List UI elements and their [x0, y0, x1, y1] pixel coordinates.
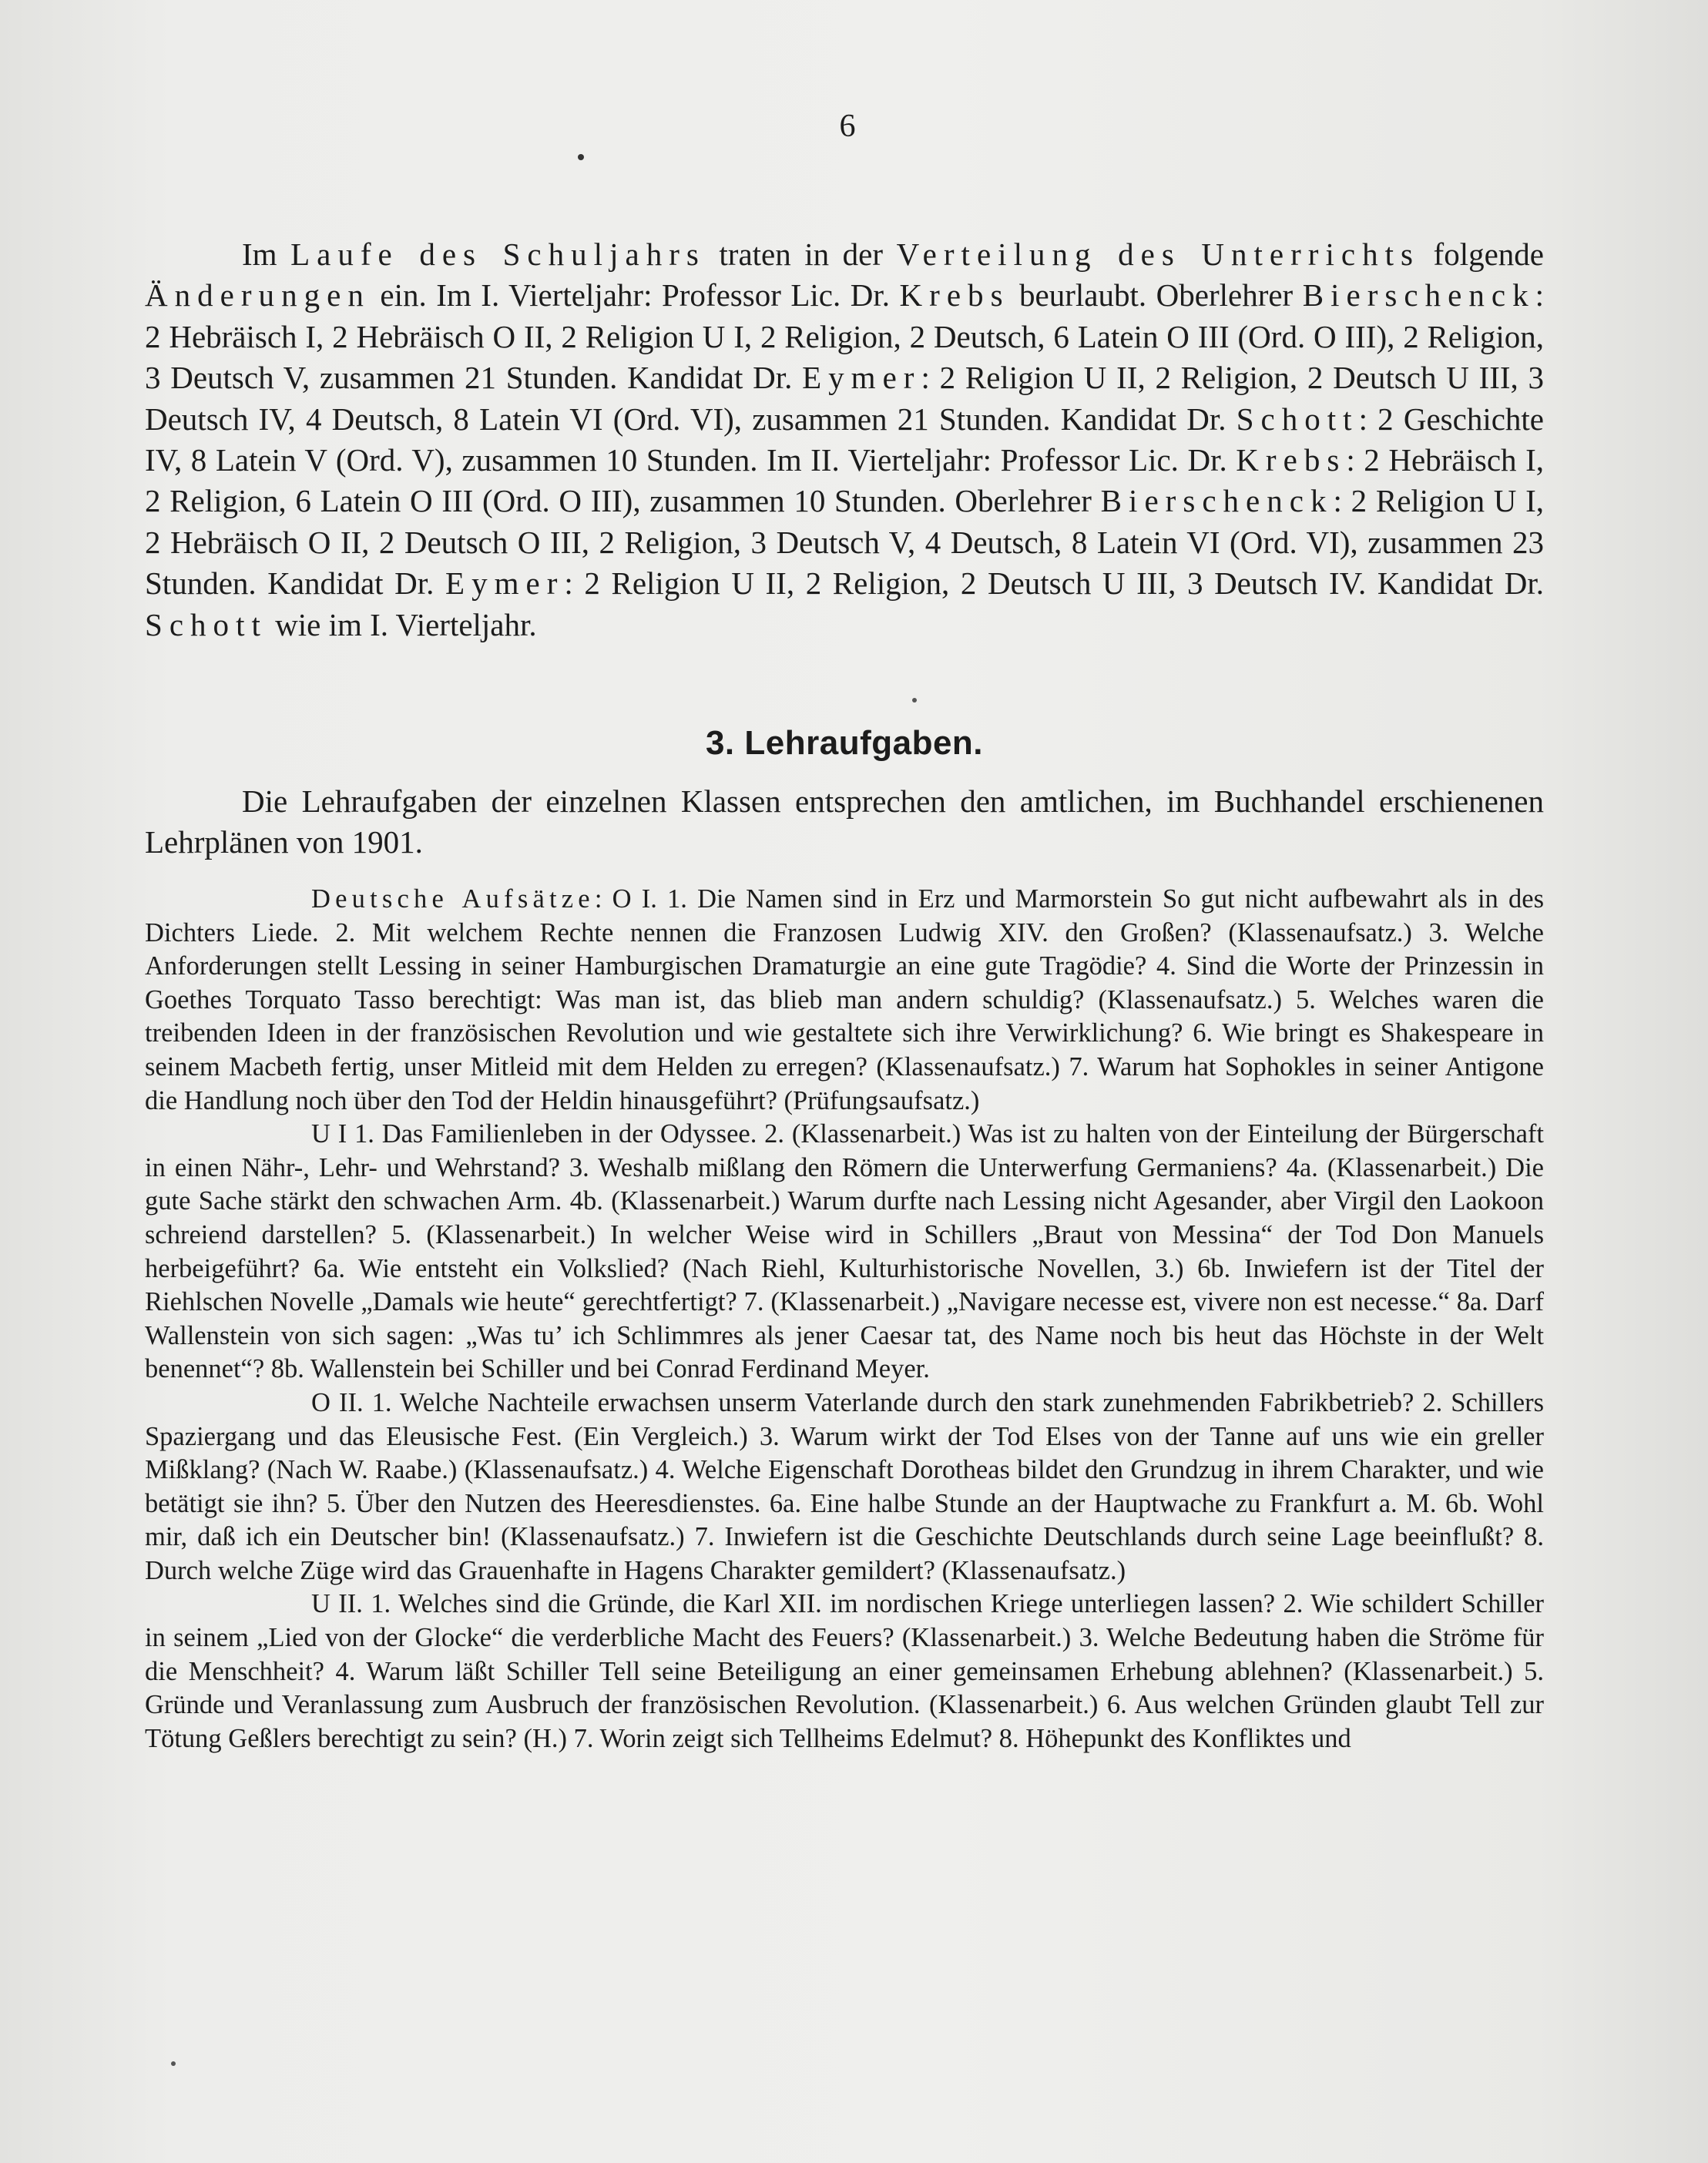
text-run: ein. Im I. Vierteljahr: Professor Lic. Dr. [370, 277, 900, 314]
person-name: Eymer [802, 360, 921, 396]
page-number: 6 [839, 109, 856, 144]
person-name: Bierschenck [1302, 277, 1535, 314]
spaced-text: Verteilung des Unterrichts [896, 236, 1421, 272]
text-run: : 2 Hebräisch I, 2 Religion, 6 Latein O III (Ord. O III), zusammen 10 Stunden. Oberlehrer [145, 442, 1544, 519]
text-run: : 2 Religion U II, 2 Religion, 2 Deutsch U III, 3 Deutsch IV, 4 Deutsch, 8 Latein VI (Ord. VI), zusammen 21 Stunden. Kandidat Dr. [145, 360, 1544, 437]
text-run: Im [242, 236, 291, 272]
person-name: Krebs [899, 277, 1010, 314]
person-name: Krebs [1236, 442, 1347, 478]
essay-label: Deutsche Aufsätze [311, 884, 595, 914]
essay-topics-oi [145, 883, 1544, 1118]
text-run: : 2 Religion U I, 2 Hebräisch O II, 2 Deutsch O III, 2 Religion, 3 Deutsch V, 4 Deutsch, 8 Latein VI (Ord. VI), zusammen 23 Stunden. Kandidat Dr. [145, 483, 1544, 602]
ink-speck [578, 154, 584, 160]
intro-paragraph: Die Lehraufgaben der einzelnen Klassen entsprechen den amtlichen, im Buchhandel erschienenen Lehrplänen von 1901. [145, 783, 1544, 860]
person-name: Bierschenck [1100, 483, 1334, 519]
person-name: Schott [145, 606, 267, 642]
text-run: : 2 Hebräisch I, 2 Hebräisch O II, 2 Religion U I, 2 Religion, 2 Deutsch, 6 Latein O III (Ord. O III), 2 Religion, 3 Deutsch V, zusammen 21 Stunden. Kandidat Dr. [145, 277, 1544, 396]
text-run: folgende [1420, 236, 1544, 272]
ink-speck [912, 698, 917, 703]
paragraph-teaching-changes [145, 234, 1544, 646]
text-run: wie im I. Vierteljahr. [267, 606, 537, 642]
essay-topics-oii: O II. 1. Welche Nachteile erwachsen unserm Vaterlande durch den stark zunehmenden Fabrikbetrieb? 2. Schillers Spaziergang und das Eleusische Fest. (Ein Vergleich.) 3. Warum wirkt der Tod Elses von der Tanne auf uns wie ein greller Mißklang? (Nach W. Raabe.) (Klassenaufsatz.) 4. Welche Eigenschaft Dorotheas bildet den Grundzug in ihrem Charakter, und wie betätigt sie ihn? 5. Über den Nutzen des Heeresdienstes. 6a. Eine halbe Stunde an der Hauptwache zu Frankfurt a. M. 6b. Wohl mir, daß ich ein Deutscher bin! (Klassenaufsatz.) 7. Inwiefern ist die Geschichte Deutschlands durch seine Lage beeinflußt? 8. Durch welche Züge wird das Grauenhafte in Hagens Charakter gemildert? (Klassenaufsatz.) [145, 1387, 1544, 1585]
text-run: traten in der [705, 236, 897, 272]
ink-speck [171, 2061, 176, 2066]
spaced-text: Änderungen [145, 277, 371, 314]
text-run: beurlaubt. Oberlehrer [1009, 277, 1303, 314]
essay-topics-ui: U I 1. Das Familienleben in der Odyssee. 2. (Klassenarbeit.) Was ist zu halten von der Einteilung der Bürgerschaft in einen Nähr-, Lehr- und Wehrstand? 3. Weshalb mißlang den Römern die Unterwerfung Germaniens? 4a. (Klassenarbeit.) Die gute Sache stärkt den schwachen Arm. 4b. (Klassenarbeit.) Warum durfte nach Lessing nicht Agesander, aber Virgil den Laokoon schreiend darstellen? 5. (Klassenarbeit.) In welcher Weise wird in Schillers „Braut von Messina“ der Tod Don Manuels herbeigeführt? 6a. Wie entsteht ein Volkslied? (Nach Riehl, Kulturhistorische Novellen, 3.) 6b. Inwiefern ist der Titel der Riehlschen Novelle „Damals wie heute“ gerechtfertigt? 7. (Klassenarbeit.) „Navigare necesse est, vivere non est necesse.“ 8a. Darf Wallenstein von sich sagen: „Was tu’ ich Schlimmres als jener Caesar tat, des Name noch bis heut das Höchste in der Welt benennet“? 8b. Wallenstein bei Schiller und bei Conrad Ferdinand Meyer. [145, 1119, 1544, 1384]
essay-topics-block [145, 883, 1544, 1756]
section-heading: 3. Lehraufgaben. [705, 724, 984, 762]
essay-topics-uii: U II. 1. Welches sind die Gründe, die Karl XII. im nordischen Kriege unterliegen lassen? 2. Wie schildert Schiller in seinem „Lied von der Glocke“ die verderbliche Macht des Feuers? (Klassenarbeit.) 3. Welche Bedeutung haben die Ströme für die Menschheit? 4. Warum läßt Schiller Tell seine Beteiligung an einer gemeinsamen Erhebung ablehnen? (Klassenarbeit.) 5. Gründe und Veranlassung zum Ausbruch der französischen Revolution. (Klassenarbeit.) 6. Aus welchen Gründen glaubt Tell zur Tötung Geßlers berechtigt zu sein? (H.) 7. Worin zeigt sich Tellheims Edelmut? 8. Höhepunkt des Konfliktes und [145, 1589, 1544, 1753]
spaced-text: Laufe des Schuljahrs [290, 236, 706, 272]
text-run: : 2 Geschichte IV, 8 Latein V (Ord. V), zusammen 10 Stunden. Im II. Vierteljahr: Professor Lic. Dr. [145, 401, 1545, 478]
essay-text: : O I. 1. Die Namen sind in Erz und Marmorstein So gut nicht aufbewahrt als in des Dichters Liede. 2. Mit welchem Rechte nennen die Franzosen Ludwig XIV. den Großen? (Klassenaufsatz.) 3. Welche Anforderungen stellt Lessing in seiner Hamburgischen Dramaturgie an eine gute Tragödie? 4. Sind die Worte der Prinzessin in Goethes Torquato Tasso berechtigt: Was man ist, das blieb man andern schuldig? (Klassenaufsatz.) 5. Welches waren die treibenden Ideen in der französischen Revolution und wie gestaltete sich ihre Verwirklichung? 6. Wie bringt es Shakespeare in seinem Macbeth fertig, unser Mitleid mit dem Helden zu erregen? (Klassenaufsatz.) 7. Warum hat Sophokles in seiner Antigone die Handlung noch über den Tod der Heldin hinausgeführt? (Prüfungsaufsatz.) [145, 884, 1544, 1115]
person-name: Schott [1236, 401, 1359, 437]
text-run: : 2 Religion U II, 2 Religion, 2 Deutsch U III, 3 Deutsch IV. Kandidat Dr. [564, 565, 1544, 602]
person-name: Eymer [445, 565, 565, 602]
